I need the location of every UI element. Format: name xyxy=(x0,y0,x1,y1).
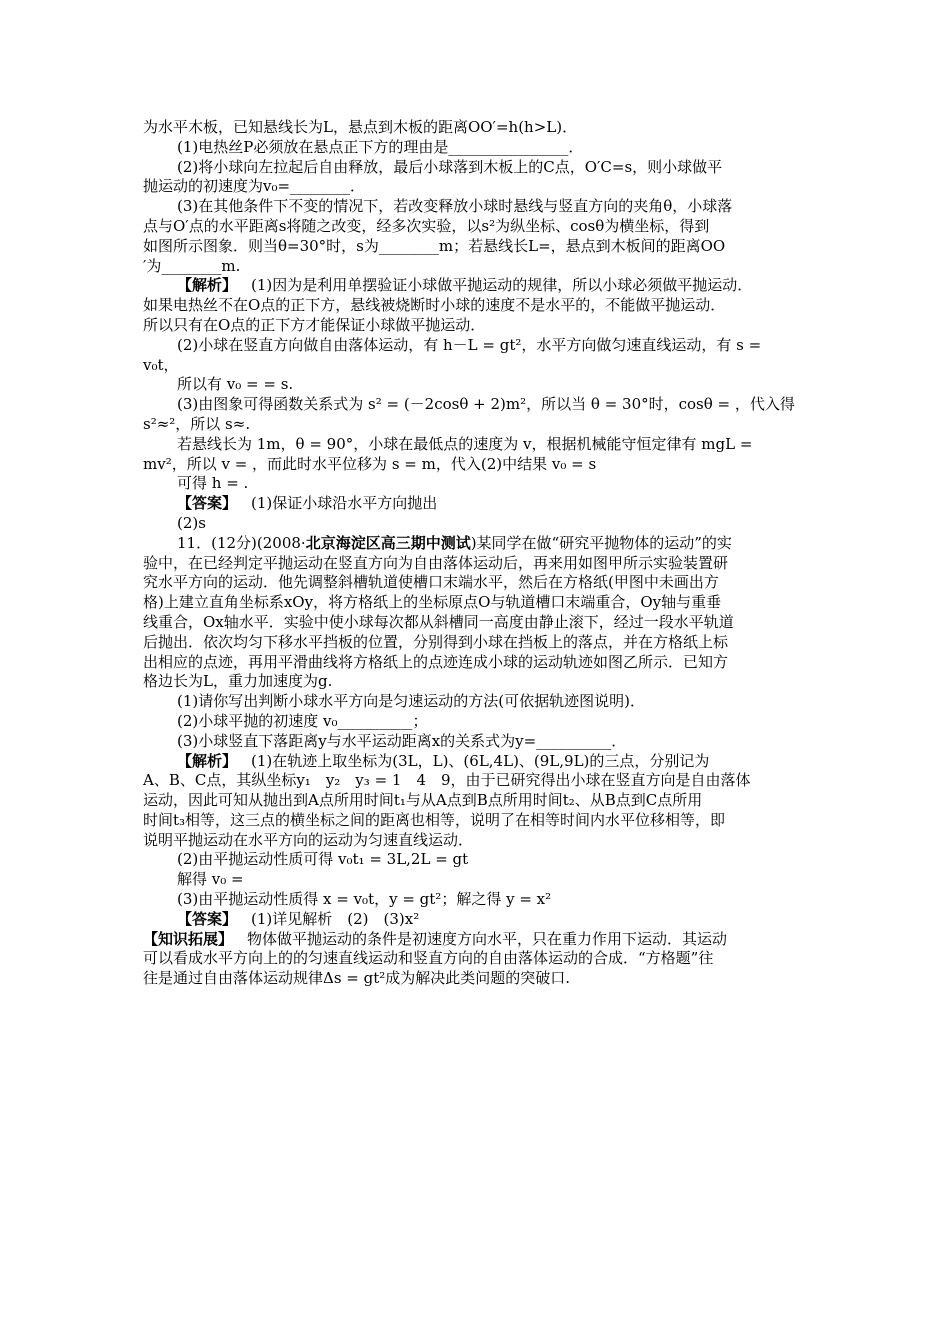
text-line: 所以只有在O点的正下方才能保证小球做平抛运动． xyxy=(143,315,486,334)
text-line: s²≈²，所以 s≈. xyxy=(143,414,251,433)
analysis-tag: 【解析】 xyxy=(177,276,238,295)
answer-line xyxy=(143,494,808,514)
answer-tag: 【答案】 xyxy=(177,494,238,513)
question-heading xyxy=(143,534,808,554)
text-line: 为水平木板，已知悬线长为L，悬点到木板的距离OO′=h(h>L)． xyxy=(143,118,578,136)
text-line: 格)上建立直角坐标系xOy，将方格纸上的坐标原点O与轨道槽口末端重合，Oy轴与重垂 xyxy=(143,593,722,612)
question-source: 北京海淀区高三期中测试 xyxy=(305,533,471,552)
text-line: v₀t， xyxy=(143,355,179,374)
text-line: (1)电热丝P必须放在悬点正下方的理由是________________． xyxy=(177,137,584,156)
answer-line xyxy=(143,910,808,930)
text-line: 解得 v₀ = xyxy=(177,870,244,889)
text-line: (2)小球平抛的初速度 v₀__________； xyxy=(177,711,428,730)
text-line: 后抛出．依次均匀下移水平挡板的位置，分别得到小球在挡板上的落点，并在方格纸上标 xyxy=(143,632,729,651)
text-span: 物体做平抛运动的条件是初速度方向水平，只在重力作用下运动．其运动 xyxy=(247,929,728,948)
answer-tag: 【答案】 xyxy=(177,909,238,928)
text-line: (3)小球竖直下落距离y与水平运动距离x的关系式为y=__________． xyxy=(177,731,627,750)
text-line: (3)在其他条件下不变的情况下，若改变释放小球时悬线与竖直方向的夹角θ，小球落 xyxy=(177,197,733,216)
text-line: (1)请你写出判断小球水平方向是匀速运动的方法(可依据轨迹图说明)． xyxy=(177,692,645,711)
text-line: (3)由图象可得函数关系式为 s² = (－2cosθ + 2)m²，所以当 θ = 30°时，cosθ = ，代入得 xyxy=(177,395,795,414)
text-line: 点与O′点的水平距离s将随之改变，经多次实验，以s²为纵坐标、cosθ为横坐标，得到 xyxy=(143,216,710,235)
text-line: A、B、C点，其纵坐标y₁ y₂ y₃ = 1 4 9，由于已研究得出小球在竖直方向是自由落体 xyxy=(143,771,751,790)
text-span: )某同学在做“研究平抛物体的运动”的实 xyxy=(470,533,732,552)
text-span: (1)保证小球沿水平方向抛出 xyxy=(251,494,438,513)
text-line: 说明平抛运动在水平方向的运动为匀速直线运动． xyxy=(143,830,474,849)
knowledge-tag: 【知识拓展】 xyxy=(143,929,234,948)
text-line: 抛运动的初速度为v₀=________． xyxy=(143,177,366,196)
text-span: 11．(12分)(2008· xyxy=(177,533,306,552)
text-line: 可得 h = . xyxy=(177,474,249,493)
text-span: (1)因为是利用单摆验证小球做平抛运动的规律，所以小球必须做平抛运动． xyxy=(251,276,753,295)
text-line: 验中，在已经判定平抛运动在竖直方向为自由落体运动后，再来用如图甲所示实验装置研 xyxy=(143,553,729,572)
text-line: (2)将小球向左拉起后自由释放，最后小球落到木板上的C点，O′C=s，则小球做平 xyxy=(177,157,723,176)
text-line: ′为________m. xyxy=(143,256,241,275)
text-line: 时间t₃相等，这三点的横坐标之间的距离也相等，说明了在相等时间内水平位移相等，即 xyxy=(143,810,726,829)
analysis-line xyxy=(143,752,808,772)
text-line: (2)s xyxy=(177,513,206,532)
knowledge-line xyxy=(143,930,808,950)
text-line: 如图所示图象．则当θ=30°时，s为________m；若悬线长L=，悬点到木板间的距离OO xyxy=(143,236,726,255)
text-line: 如果电热丝不在O点的正下方，悬线被烧断时小球的速度不是水平的，不能做平抛运动． xyxy=(143,296,726,315)
text-line: 格边长为L，重力加速度为g. xyxy=(143,672,333,691)
text-line: 线重合，Ox轴水平．实验中使小球每次都从斜槽同一高度由静止滚下，经过一段水平轨道 xyxy=(143,612,734,631)
analysis-tag: 【解析】 xyxy=(177,751,238,770)
text-line: 若悬线长为 1m，θ = 90°，小球在最低点的速度为 v，根据机械能守恒定律有 mgL = xyxy=(177,434,753,453)
text-span: (1)详见解析 (2) (3)x² xyxy=(251,909,420,928)
text-line: 运动，因此可知从抛出到A点所用时间t₁与从A点到B点所用时间t₂、从B点到C点所用 xyxy=(143,791,703,810)
text-line: 可以看成水平方向上的的匀速直线运动和竖直方向的自由落体运动的合成．“方格题”往 xyxy=(143,949,714,968)
text-line: 出相应的点迹，再用平滑曲线将方格纸上的点迹连成小球的运动轨迹如图乙所示．已知方 xyxy=(143,652,729,671)
text-line: 所以有 v₀ = = s. xyxy=(177,375,294,394)
text-line: mv²，所以 v = ，而此时水平位移为 s = m，代入(2)中结果 v₀ = s xyxy=(143,454,597,473)
document-page xyxy=(143,118,808,989)
text-line: (3)由平抛运动性质得 x = v₀t，y = gt²；解之得 y = x² xyxy=(177,890,552,909)
text-line: (2)由平抛运动性质可得 v₀t₁ = 3L,2L = gt xyxy=(177,850,469,869)
text-line: 往是通过自由落体运动规律Δs = gt²成为解决此类问题的突破口. xyxy=(143,969,571,988)
text-span: (1)在轨迹上取坐标为(3L，L)、(6L,4L)、(9L,9L)的三点，分别记为 xyxy=(251,751,710,770)
text-line: 究水平方向的运动．他先调整斜槽轨道使槽口末端水平，然后在方格纸(甲图中未画出方 xyxy=(143,573,719,592)
text-line: (2)小球在竖直方向做自由落体运动，有 h－L = gt²，水平方向做匀速直线运动，有 s = xyxy=(177,335,762,354)
analysis-line xyxy=(143,276,808,296)
